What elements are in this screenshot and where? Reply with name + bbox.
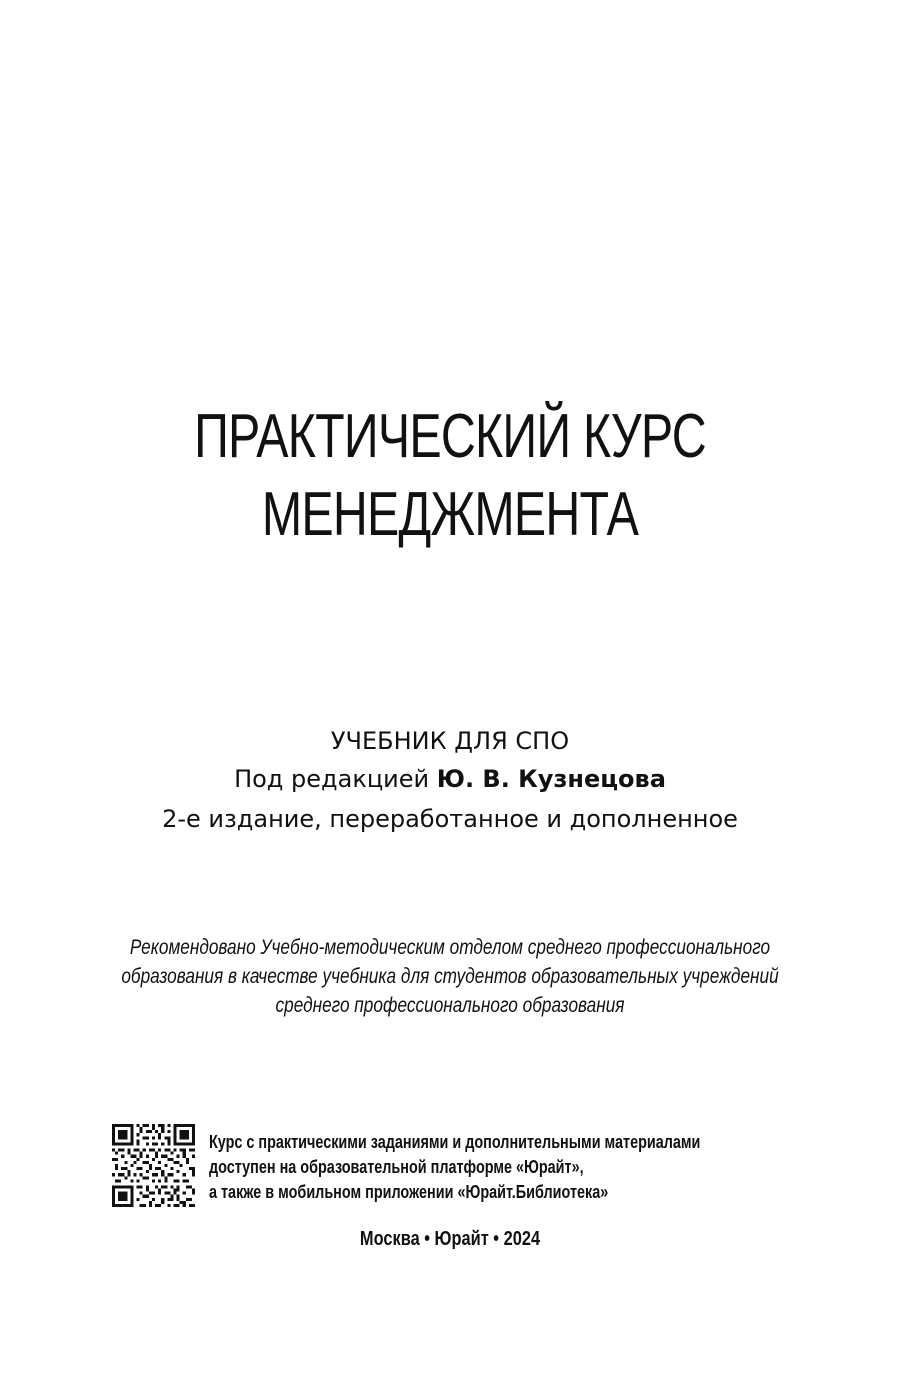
book-title <box>99 398 801 554</box>
book-title-line-1: ПРАКТИЧЕСКИЙ КУРС <box>194 402 706 471</box>
course-note-line-2: доступен на образовательной платформе «Юрайт», <box>209 1157 584 1177</box>
recommendation-line-2: образования в качестве учебника для студентов образовательных учреждений <box>121 965 779 988</box>
qr-code-icon[interactable] <box>112 1124 195 1207</box>
course-note-line-1: Курс с практическими заданиями и дополнительными материалами <box>209 1132 701 1152</box>
book-type: УЧЕБНИК ДЛЯ СПО <box>330 727 570 755</box>
course-note-line-3: а также в мобильном приложении «Юрайт.Библиотека» <box>209 1182 609 1202</box>
edition-line: 2-е издание, переработанное и дополненное <box>162 805 738 833</box>
recommendation-text <box>81 933 819 1020</box>
recommendation-line-1: Рекомендовано Учебно-методическим отделом среднего профессионального <box>129 936 771 959</box>
editor-prefix: Под редакцией <box>234 765 430 793</box>
course-note <box>209 1130 700 1205</box>
recommendation-line-3: среднего профессионального образования <box>275 994 625 1017</box>
editor-name: Ю. В. Кузнецова <box>436 765 666 793</box>
editor-line <box>0 765 900 793</box>
book-title-line-2: МЕНЕДЖМЕНТА <box>261 480 639 549</box>
publisher-imprint: Москва • Юрайт • 2024 <box>359 1228 541 1250</box>
